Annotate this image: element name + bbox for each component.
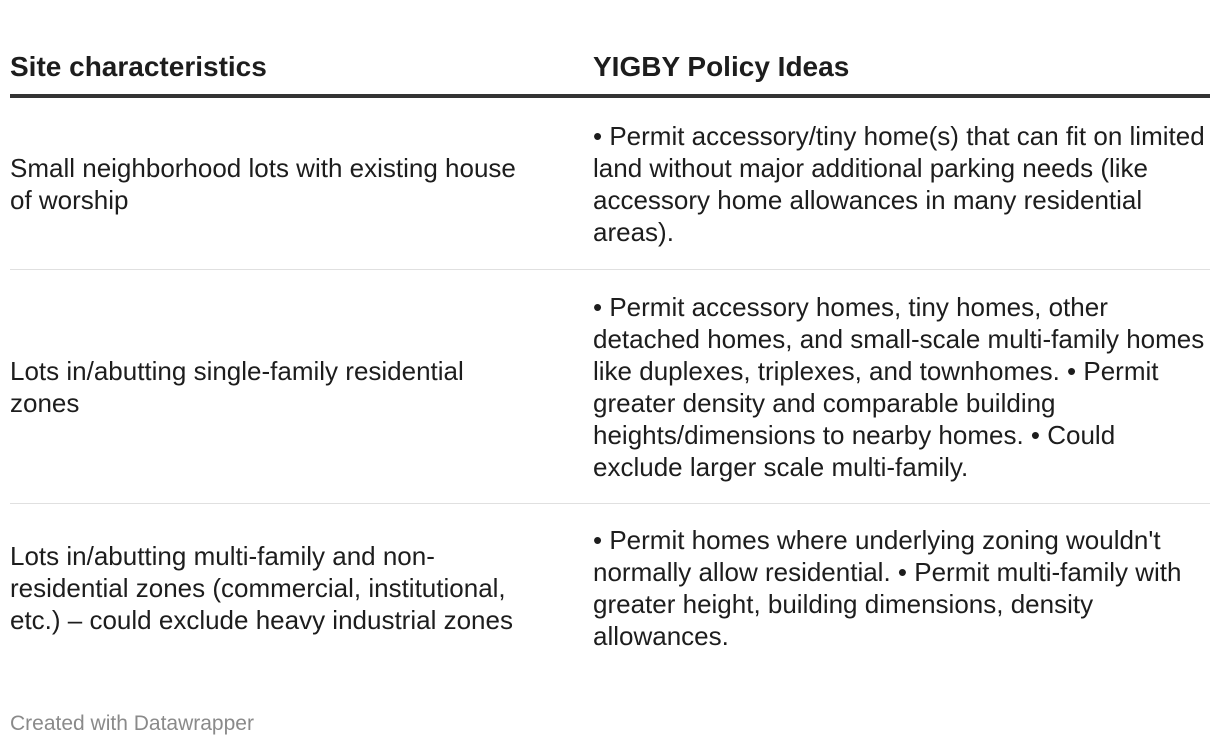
table-row	[10, 98, 1210, 270]
policy-cell: • Permit accessory homes, tiny homes, other detached homes, and small-scale multi-family homes like duplexes, triplexes, and townhomes. • Permit greater density and comparable building heights/dimensions to nearby homes. • Could exclude larger scale multi-family.	[593, 291, 1205, 482]
table-row	[10, 270, 1210, 504]
site-cell: Lots in/abutting single-family residential zones	[10, 355, 464, 418]
site-cell: Small neighborhood lots with existing house of worship	[10, 152, 516, 215]
policy-cell: • Permit homes where underlying zoning wouldn't normally allow residential. • Permit multi-family with greater height, building dimensions, density allowances.	[593, 525, 1182, 651]
table-header	[10, 40, 1210, 98]
site-cell: Lots in/abutting multi-family and non-residential zones (commercial, institutional, etc.) – could exclude heavy industrial zones	[10, 541, 513, 635]
table-row	[10, 504, 1210, 672]
policy-table	[10, 40, 1210, 672]
header-site-characteristics: Site characteristics	[10, 50, 267, 82]
policy-cell: • Permit accessory/tiny home(s) that can fit on limited land without major additional parking needs (like accessory home allowances in many residential areas).	[593, 120, 1205, 247]
datawrapper-credit: Created with Datawrapper	[10, 712, 254, 735]
header-policy-ideas: YIGBY Policy Ideas	[593, 50, 850, 82]
